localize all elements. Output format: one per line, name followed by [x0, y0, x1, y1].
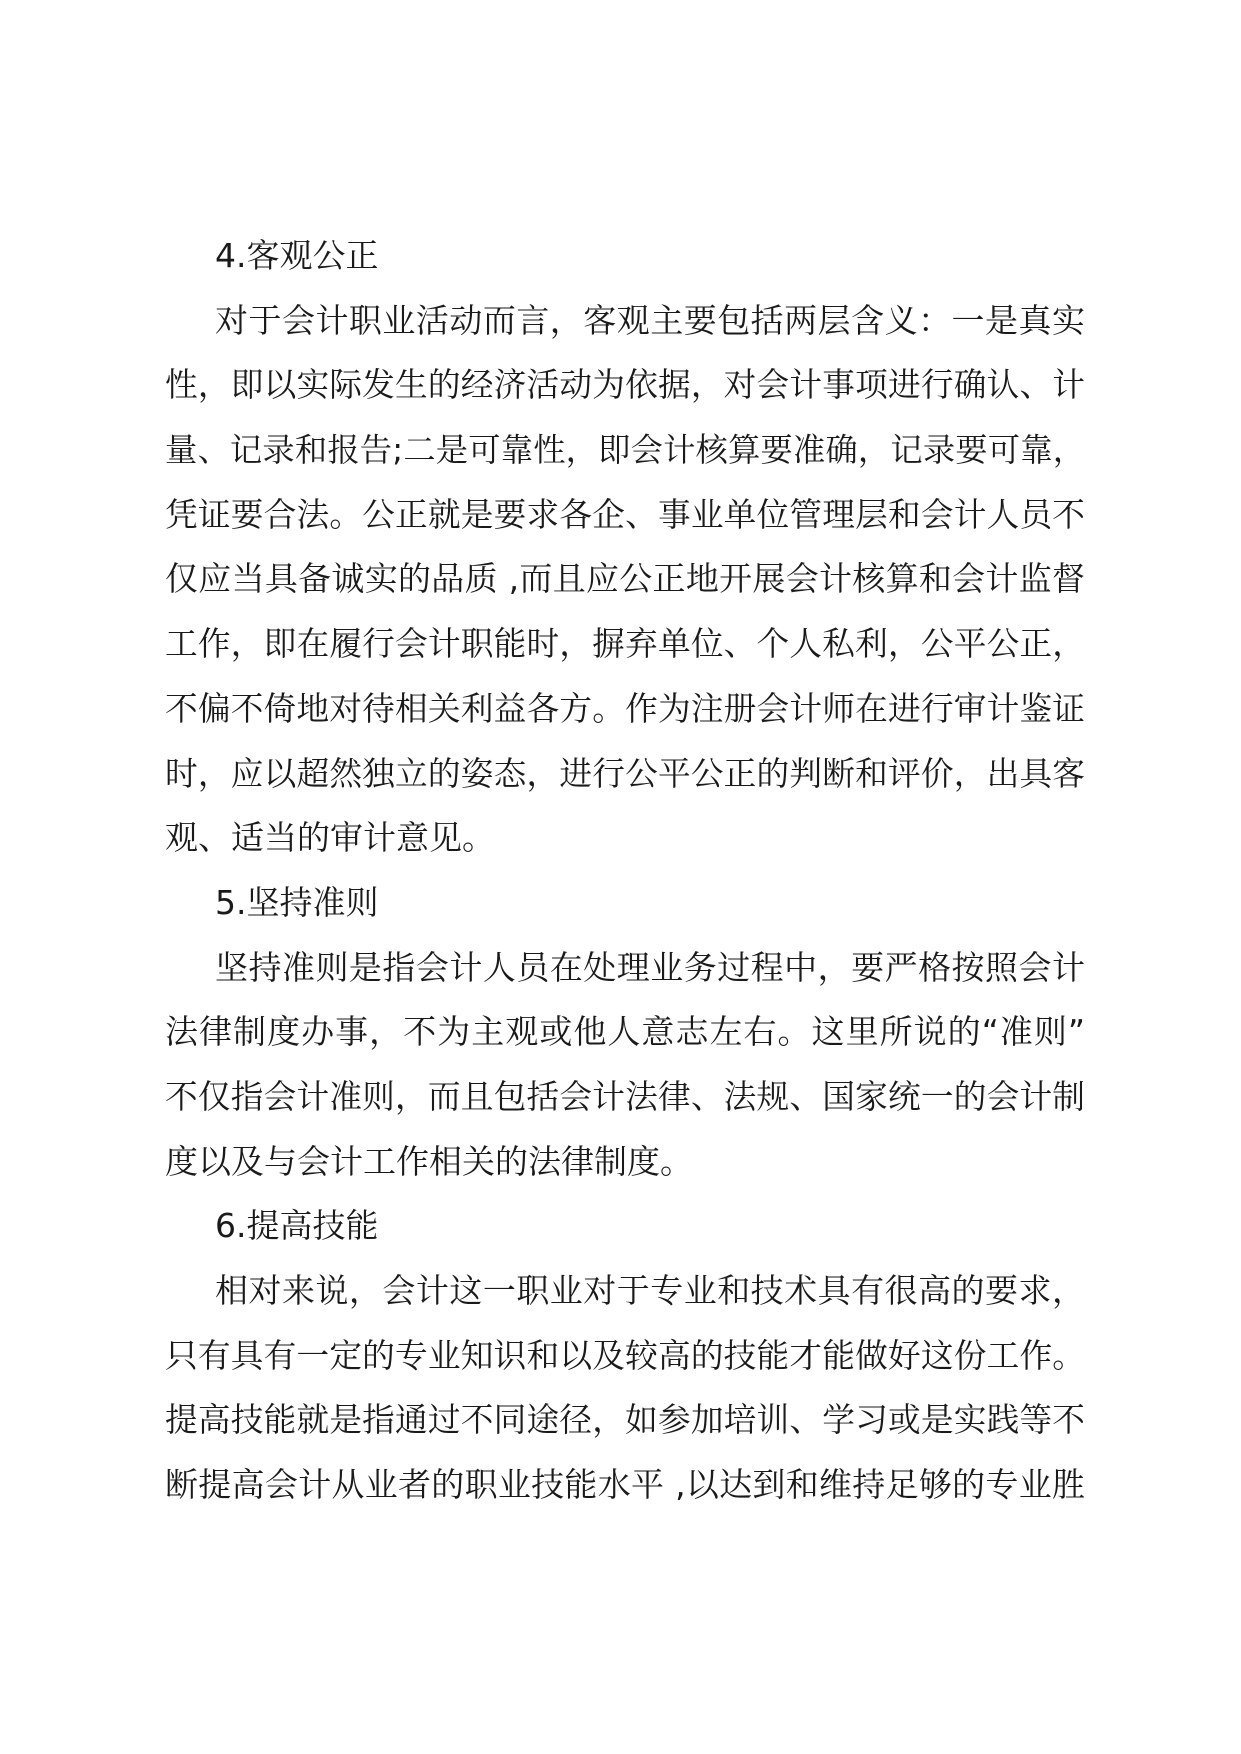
paragraph-line: 只有具有一定的专业知识和以及较高的技能才能做好这份工作。: [165, 1336, 1085, 1375]
section-heading-objective-fairness: 4.客观公正: [215, 236, 379, 275]
paragraph-line: 仅应当具备诚实的品质 ,而且应公正地开展会计核算和会计监督: [165, 559, 1085, 599]
paragraph-line: 凭证要合法。公正就是要求各企、事业单位管理层和会计人员不: [165, 495, 1085, 534]
paragraph-line: 量、记录和报告;二是可靠性，即会计核算要准确，记录要可靠，: [165, 431, 1085, 470]
paragraph-line: 提高技能就是指通过不同途径，如参加培训、学习或是实践等不: [165, 1401, 1085, 1440]
paragraph-line: 度以及与会计工作相关的法律制度。: [165, 1141, 693, 1181]
paragraph-line: 不仅指会计准则，而且包括会计法律、法规、国家统一的会计制: [165, 1077, 1085, 1116]
section-heading-improve-skills: 6.提高技能: [215, 1206, 379, 1246]
paragraph-line: 相对来说，会计这一职业对于专业和技术具有很高的要求，: [215, 1271, 1085, 1310]
section-heading-adhere-standards: 5.坚持准则: [215, 882, 379, 922]
paragraph-line: 不偏不倚地对待相关利益各方。作为注册会计师在进行审计鉴证: [165, 689, 1085, 728]
paragraph-line: 时，应以超然独立的姿态，进行公平公正的判断和评价，出具客: [165, 754, 1085, 793]
document-body: [165, 224, 1085, 1518]
paragraph-line: 工作，即在履行会计职能时，摒弃单位、个人私利，公平公正，: [165, 625, 1085, 664]
paragraph-line: 对于会计职业活动而言，客观主要包括两层含义：一是真实: [215, 300, 1085, 340]
paragraph-line: 坚持准则是指会计人员在处理业务过程中，要严格按照会计: [215, 947, 1085, 987]
paragraph-line: 断提高会计从业者的职业技能水平 ,以达到和维持足够的专业胜: [165, 1465, 1085, 1505]
paragraph-line: 观、适当的审计意见。: [165, 818, 495, 858]
paragraph-line: 性，即以实际发生的经济活动为依据，对会计事项进行确认、计: [165, 366, 1085, 405]
paragraph-line: 法律制度办事，不为主观或他人意志左右。这里所说的“准则”: [165, 1012, 1085, 1052]
